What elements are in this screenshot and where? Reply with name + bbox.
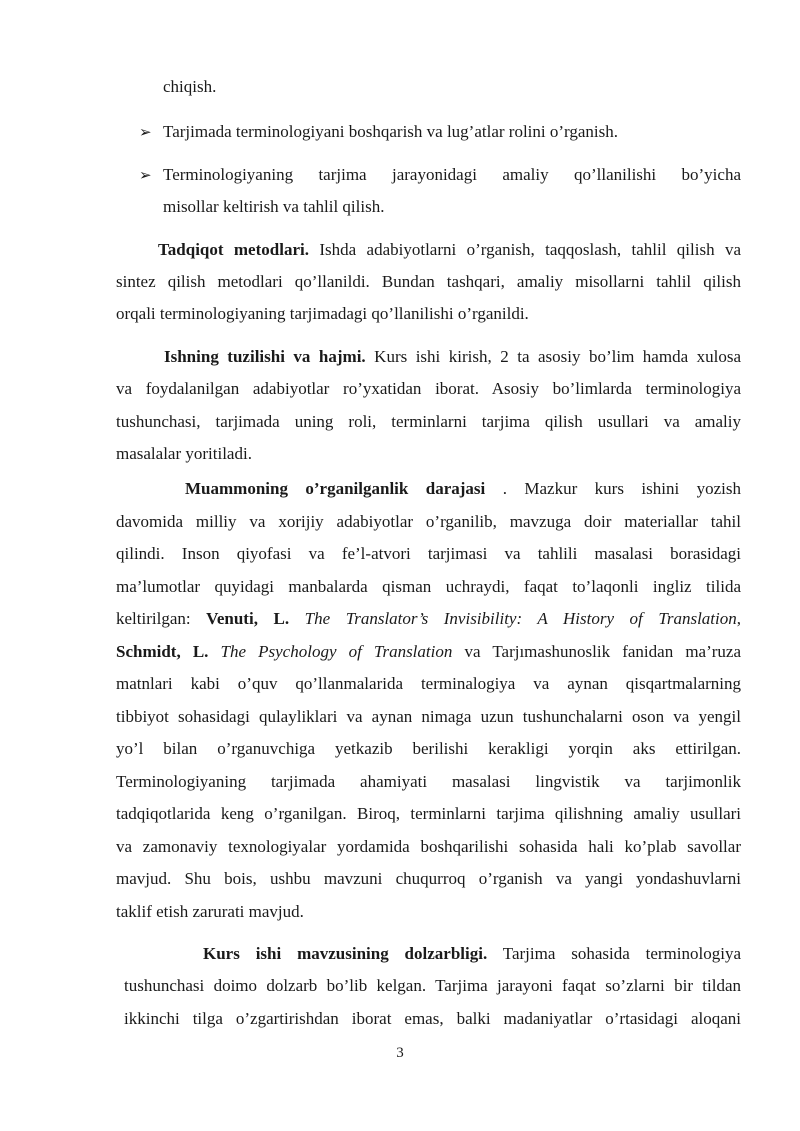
paragraph-line: ikkinchi tilga o’zgartirishdan iborat emas, balki madaniyatlar o’rtasidagi aloqani xyxy=(124,1009,741,1028)
section-heading: Muammoning o’rganilganlik darajasi xyxy=(185,479,486,498)
citation-author: Schmidt, L. xyxy=(116,642,209,661)
paragraph-line: mavjud. Shu bois, ushbu mavzuni chuqurroq o’rganish va yangi yondashuvlarni xyxy=(116,869,741,888)
paragraph-line: keltirilgan: Venuti, L. The Translator’s Invisibility: A History of Translation, xyxy=(116,609,741,628)
bullet-arrow-icon: ➢ xyxy=(139,123,152,141)
paragraph-line: tibbiyot sohasidagi qulayliklari va aynan nimaga uzun tushunchalarni oson va yengil xyxy=(116,707,741,726)
paragraph-line: masalalar yoritiladi. xyxy=(116,444,252,463)
paragraph-line: orqali terminologiyaning tarjimadagi qo’llanilishi o’rganildi. xyxy=(116,304,529,323)
paragraph-line: qilindi. Inson qiyofasi va fe’l-atvori tarjimasi va tahlili masalasi borasidagi xyxy=(116,544,741,563)
bullet-arrow-icon: ➢ xyxy=(139,166,152,184)
paragraph-line: Tadqiqot metodlari. Ishda adabiyotlarni o’rganish, taqqoslash, tahlil qilish va xyxy=(158,240,742,259)
page-number: 3 xyxy=(396,1045,404,1061)
paragraph-line: yo’l bilan o’rganuvchiga yetkazib berilishi kerakligi yorqin aks ettirilgan. xyxy=(116,739,741,758)
paragraph-line: va zamonaviy texnologiyalar yordamida boshqarilishi sohasida hali ko’plab savollar xyxy=(116,837,741,856)
paragraph-line: davomida milliy va xorijiy adabiyotlar o’rganilib, mavzuga doir materiallar tahil xyxy=(116,512,741,531)
bullet-item-line: misollar keltirish va tahlil qilish. xyxy=(163,197,385,216)
paragraph-line: tushunchasi, tarjimada uning roli, terminlarni tarjima qilish usullari va amaliy xyxy=(116,412,741,431)
paragraph-line: Kurs ishi mavzusining dolzarbligi. Tarjima sohasida terminologiya xyxy=(203,944,741,963)
paragraph-line: Terminologiyaning tarjimada ahamiyati masalasi lingvistik va tarjimonlik xyxy=(116,772,741,791)
paragraph-line: tushunchasi doimo dolzarb bo’lib kelgan. Tarjima jarayoni faqat so’zlarni bir tildan xyxy=(124,976,741,995)
citation-title: The Psychology of Translation xyxy=(208,642,453,661)
paragraph-line: Schmidt, L. The Psychology of Translation va Tarjımashunoslik fanidan ma’ruza xyxy=(116,642,741,661)
section-heading: Kurs ishi mavzusining dolzarbligi. xyxy=(203,944,488,963)
bullet-item-line: Terminologiyaning tarjima jarayonidagi amaliy qo’llanilishi bo’yicha xyxy=(163,165,741,184)
bullet-item: Tarjimada terminologiyani boshqarish va lug’atlar rolini o’rganish. xyxy=(163,122,619,141)
section-heading: Ishning tuzilishi va hajmi. xyxy=(164,347,366,366)
section-heading: Tadqiqot metodlari. xyxy=(158,240,309,259)
citation-author: Venuti, L. xyxy=(206,609,290,628)
paragraph-line: Ishning tuzilishi va hajmi. Kurs ishi kirish, 2 ta asosiy bo’lim hamda xulosa xyxy=(164,347,741,366)
paragraph-line: tadqiqotlarida keng o’rganilgan. Biroq, terminlarni tarjima qilishning amaliy usullari xyxy=(116,804,741,823)
paragraph-line: sintez qilish metodlari qo’llanildi. Bundan tashqari, amaliy misollarni tahlil qilish xyxy=(116,272,741,291)
paragraph-line: ma’lumotlar quyidagi manbalarda qisman uchraydi, faqat to’laqonli ingliz tilida xyxy=(116,577,741,596)
paragraph-line: taklif etish zarurati mavjud. xyxy=(116,902,304,921)
bullet-continuation: chiqish. xyxy=(163,77,217,96)
paragraph-line: Muammoning o’rganilganlik darajasi . Mazkur kurs ishini yozish xyxy=(185,479,741,498)
paragraph-line: va foydalanilgan adabiyotlar ro’yxatidan iborat. Asosiy bo’limlarda terminologiya xyxy=(116,379,741,398)
citation-title: The Translator’s Invisibility: A History of Translation xyxy=(289,609,737,628)
paragraph-line: matnlari kabi o’quv qo’llanmalarida terminalogiya va aynan qisqartmalarning xyxy=(116,674,741,693)
